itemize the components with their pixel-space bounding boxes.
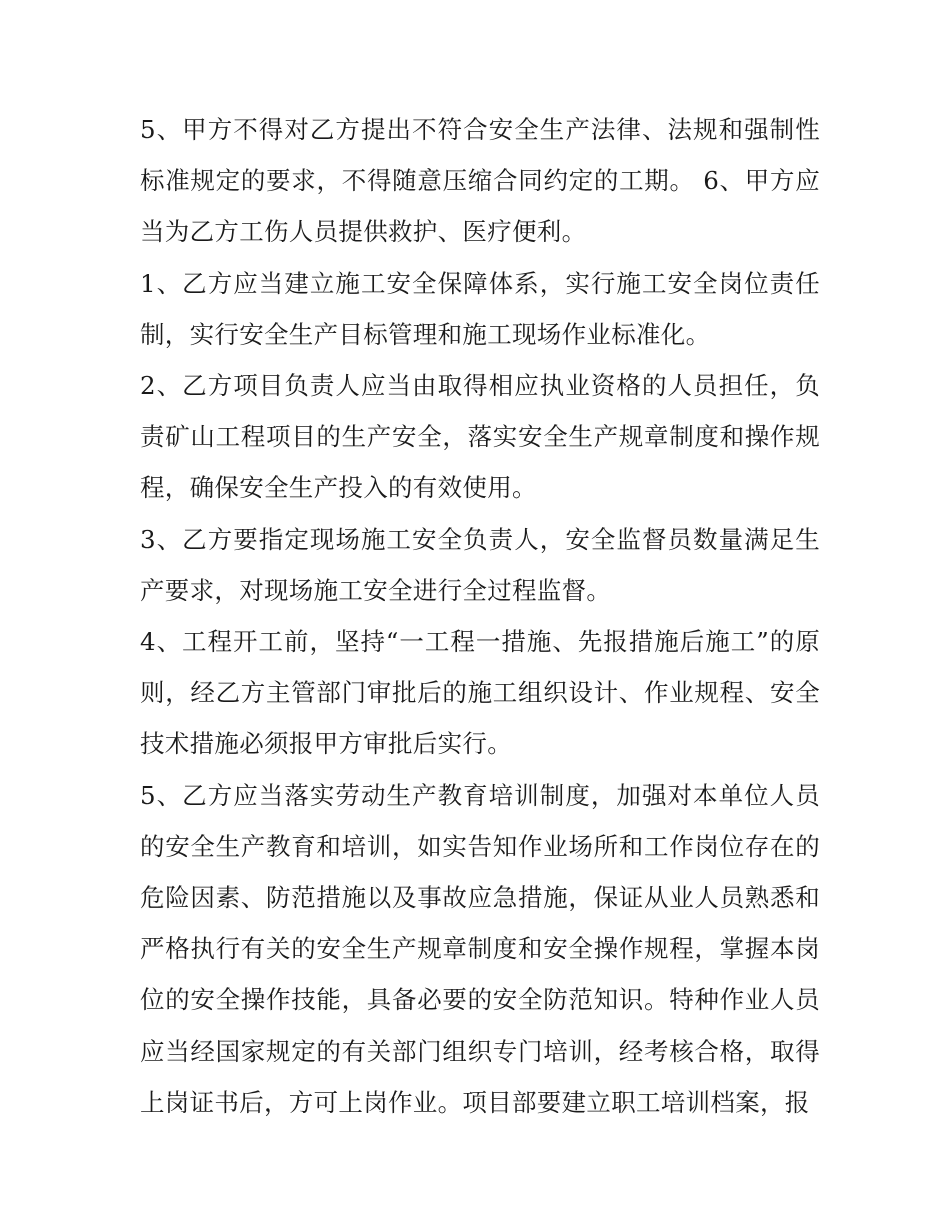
paragraph-safety-system: 1、乙方应当建立施工安全保障体系，实行施工安全岗位责任制，实行安全生产目标管理和施工现场作业标准化。 [140,268,820,349]
paragraph-pre-construction: 4、工程开工前，坚持“一工程一措施、先报措施后施工”的原则，经乙方主管部门审批后的施工组织设计、作业规程、安全技术措施必须报甲方审批后实行。 [140,627,820,759]
paragraph-site-safety-officer: 3、乙方要指定现场施工安全负责人，安全监督员数量满足生产要求，对现场施工安全进行全过程监督。 [140,524,820,605]
document-body [140,104,820,1128]
paragraph-training: 5、乙方应当落实劳动生产教育培训制度，加强对本单位人员的安全生产教育和培训，如实告知作业场所和工作岗位存在的危险因素、防范措施以及事故应急措施，保证从业人员熟悉和严格执行有关的安全生产规章制度和安全操作规程，掌握本岗位的安全操作技能，具备必要的安全防范知识。特种作业人员应当经国家规定的有关部门组织专门培训，经考核合格，取得上岗证书后，方可上岗作业。项目部要建立职工培训档案，报 [140,780,820,1117]
paragraph-project-manager: 2、乙方项目负责人应当由取得相应执业资格的人员担任，负责矿山工程项目的生产安全，落实安全生产规章制度和操作规程，确保安全生产投入的有效使用。 [140,371,820,503]
paragraph-party-a-obligations: 5、甲方不得对乙方提出不符合安全生产法律、法规和强制性标准规定的要求，不得随意压缩合同约定的工期。 6、甲方应当为乙方工伤人员提供救护、医疗便利。 [140,115,820,247]
